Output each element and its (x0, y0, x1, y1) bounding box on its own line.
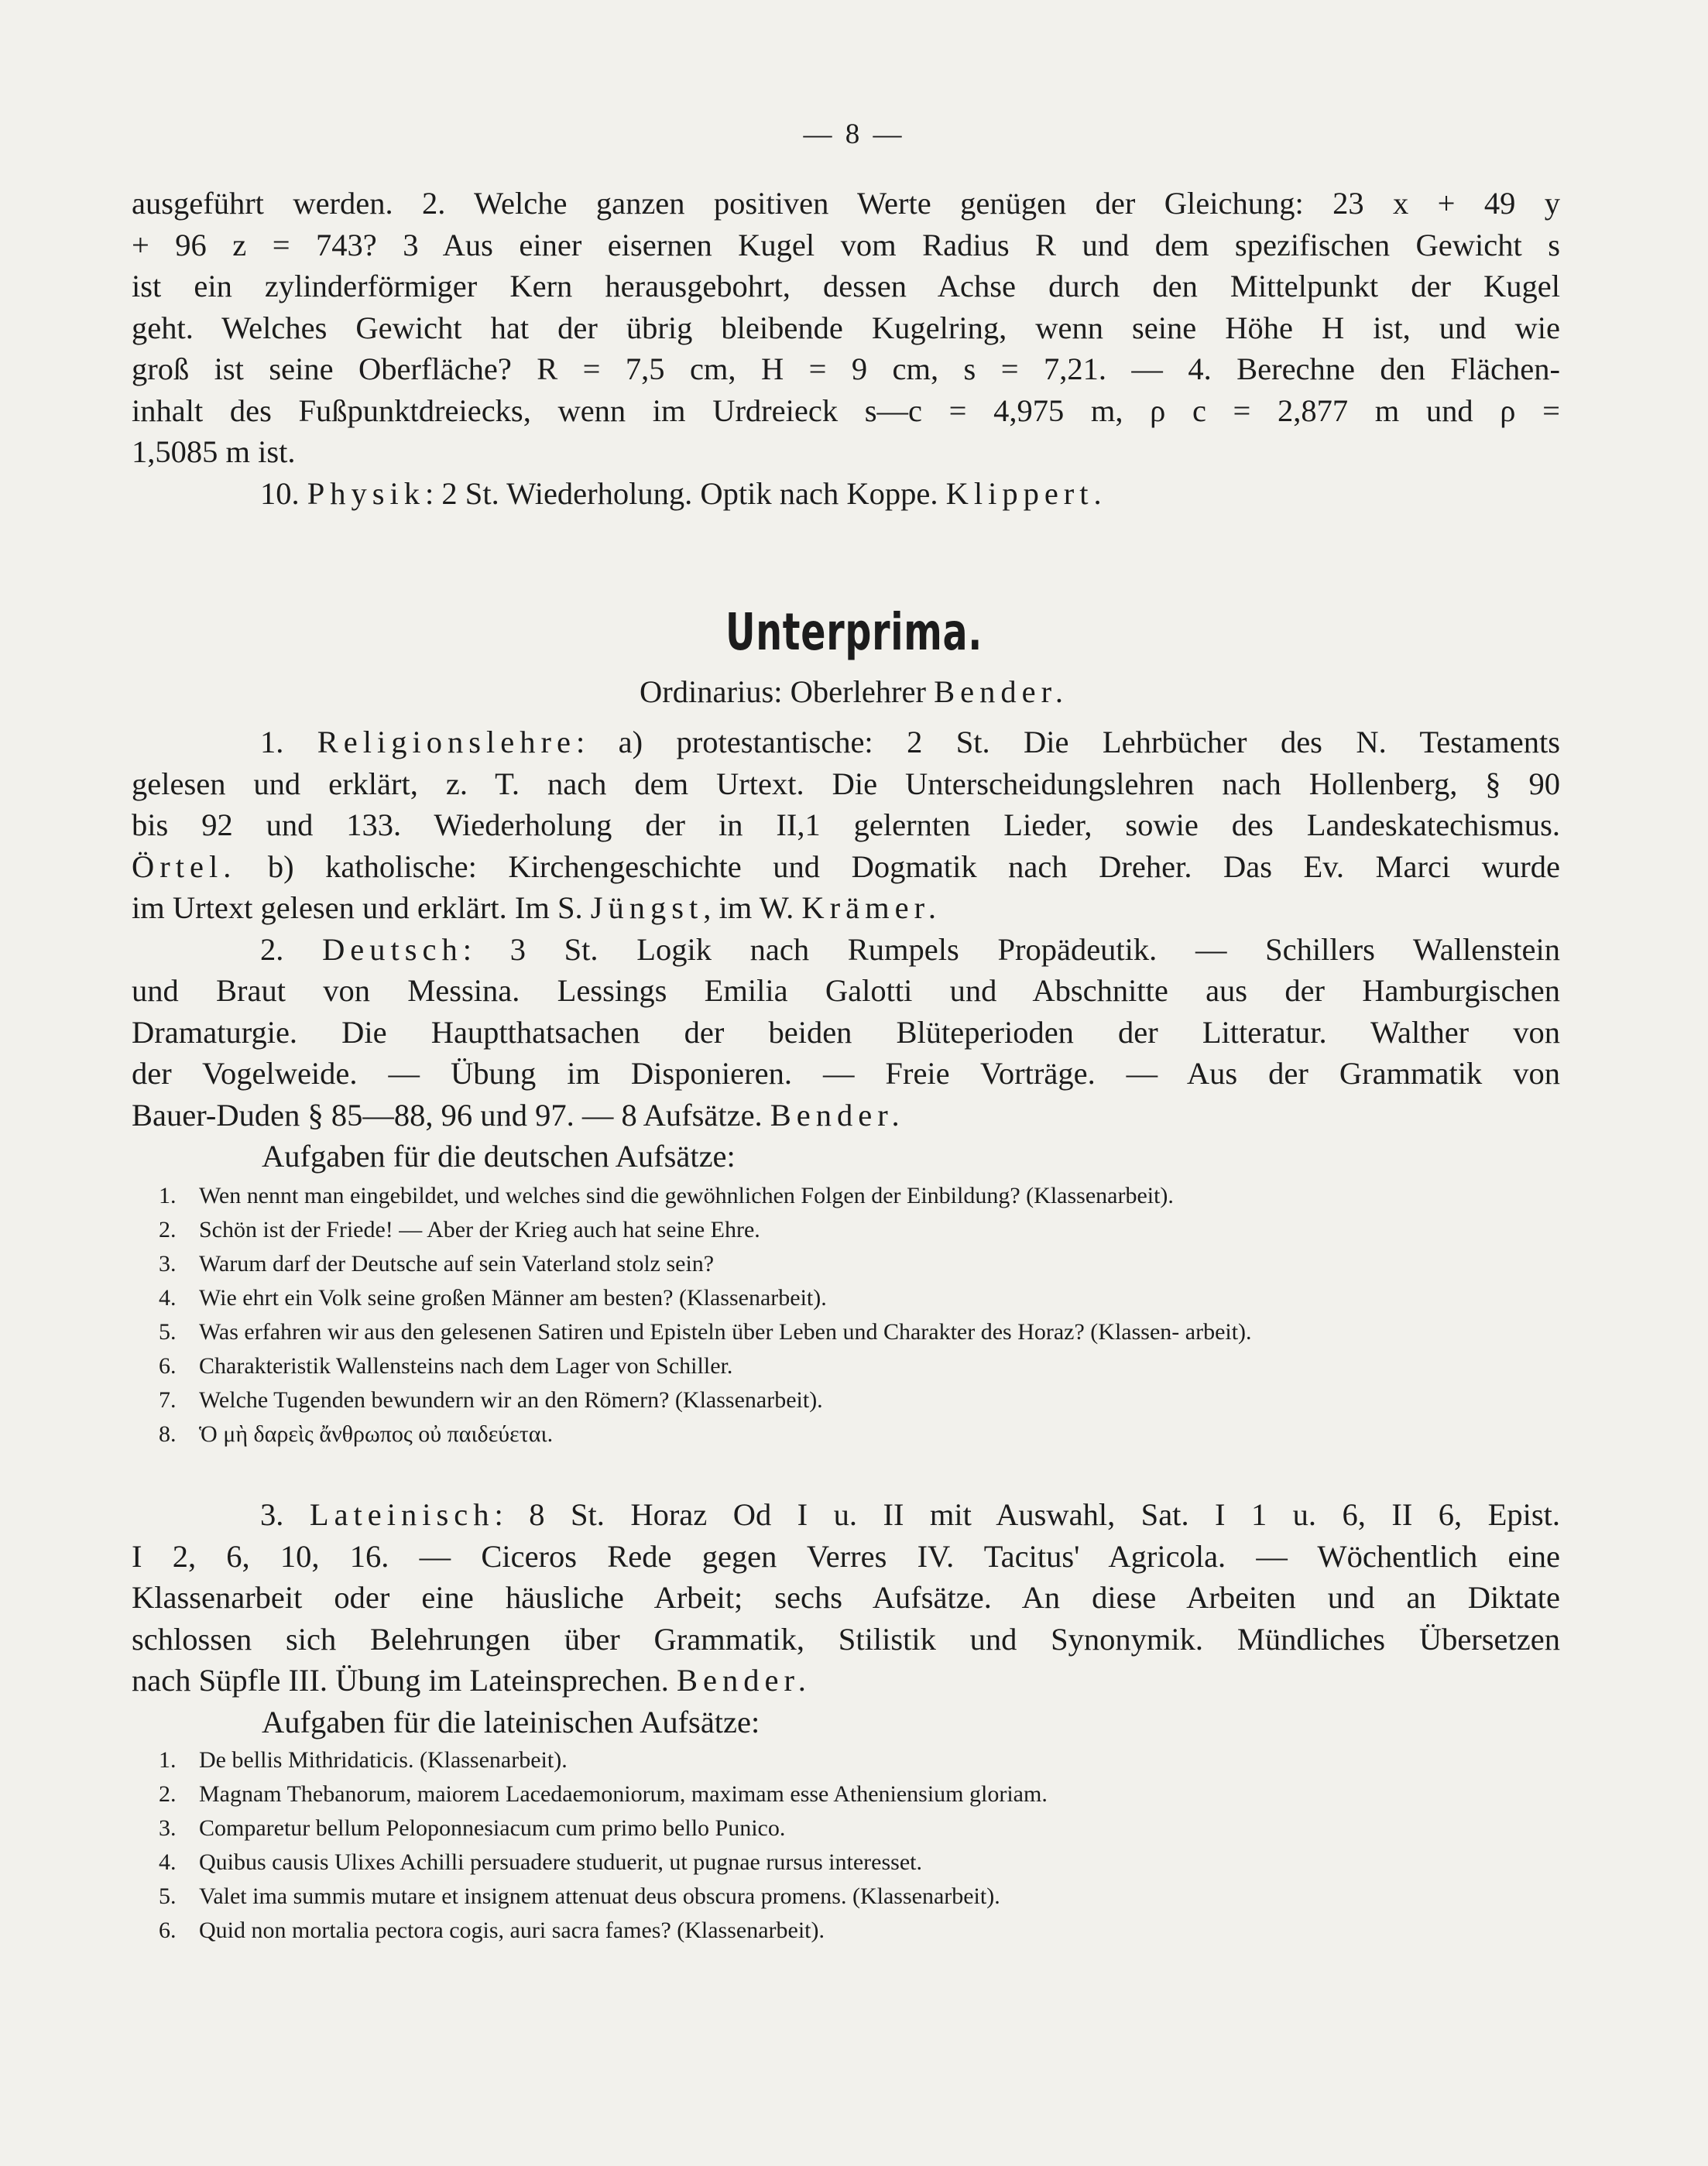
deutsch-number: 2. (260, 931, 284, 967)
text-line: geht. Welches Gewicht hat der übrig bleibende Kugelring, wenn seine Höhe H ist, und wie (132, 310, 1560, 345)
text-segment: Bauer-Duden § 85—88, 96 und 97. — 8 Aufsätze. (132, 1097, 763, 1133)
latein-subject: Lateinisch (309, 1497, 495, 1532)
item-text: Quid non mortalia pectora cogis, auri sacra fames? (Klassenarbeit). (199, 1918, 825, 1943)
item-text: Magnam Thebanorum, maiorem Lacedaemoniorum, maximam esse Atheniensium gloriam. (199, 1781, 1048, 1807)
physik-number: 10. (260, 475, 300, 511)
text-line: ist ein zylinderförmiger Kern herausgebohrt, dessen Achse durch den Mittelpunkt der Kugel (132, 269, 1560, 303)
religion-line4 (132, 846, 1560, 888)
item-number: 6. (159, 1918, 177, 1943)
item-number: 5. (159, 1319, 177, 1345)
text-line: + 96 z = 743? 3 Aus einer eisernen Kugel vom Radius R und dem spezifischen Gewicht s (132, 227, 1560, 262)
item-text: Warum darf der Deutsche auf sein Vaterland stolz sein? (199, 1251, 715, 1277)
item-number: 5. (159, 1883, 177, 1909)
text-line: ausgeführt werden. 2. Welche ganzen positiven Werte genügen der Gleichung: 23 x + 49 y (132, 186, 1560, 221)
list-item (159, 1349, 1552, 1383)
list-item (159, 1281, 1552, 1315)
religion-line5 (132, 887, 1560, 929)
item-number: 3. (159, 1815, 177, 1841)
ordinarius-line (0, 673, 1708, 710)
item-text: Ὁ μὴ δαρεὶς ἄνθρωπος οὐ παιδεύεται. (199, 1421, 554, 1447)
physik-teacher: Klippert. (945, 475, 1107, 511)
physik-rest: : 2 St. Wiederholung. Optik nach Koppe. (425, 475, 938, 511)
text-line: gelesen und erklärt, z. T. nach dem Urtext. Die Unterscheidungslehren nach Hollenberg, § 90 (132, 766, 1560, 801)
religion-number: 1. (260, 725, 284, 759)
list-item (159, 1914, 1552, 1948)
ordinarius-label: Ordinarius: Oberlehrer (640, 674, 926, 709)
teacher-name: Bender. (677, 1663, 811, 1698)
item-text: Quibus causis Ulixes Achilli persuadere studuerit, ut pugnae rursus interesset. (199, 1849, 922, 1875)
deutsch-subject: Deutsch (322, 931, 463, 967)
item-text: Schön ist der Friede! — Aber der Krieg auch hat seine Ehre. (199, 1217, 760, 1242)
latein-last-line (132, 1660, 1560, 1702)
deutsch-topics-label: Aufgaben für die deutschen Aufsätze: (262, 1139, 736, 1174)
list-item (159, 1315, 1552, 1349)
text-line: bis 92 und 133. Wiederholung der in II,1 gelernten Lieder, sowie des Landeskatechismus. (132, 807, 1560, 842)
list-item (159, 1417, 1552, 1451)
item-number: 4. (159, 1285, 177, 1311)
deutsch-topics-list (159, 1179, 1552, 1451)
text-line: der Vogelweide. — Übung im Disponieren. — Freie Vorträge. — Aus der Grammatik von (132, 1056, 1560, 1091)
section-heading: Unterprima. (725, 602, 983, 662)
physik-subject: Physik (307, 475, 426, 511)
text-line: Dramaturgie. Die Hauptthatsachen der beiden Blüteperioden der Litteratur. Walther von (132, 1014, 1560, 1050)
text-line: Klassenarbeit oder eine häusliche Arbeit; sechs Aufsätze. An diese Arbeiten und an Diktate (132, 1580, 1560, 1615)
latein-block (132, 1494, 1560, 1743)
list-item (159, 1383, 1552, 1417)
latein-first-line (132, 1494, 1560, 1536)
item-text: Comparetur bellum Peloponnesiacum cum primo bello Punico. (199, 1815, 786, 1841)
item-number: 1. (159, 1747, 177, 1773)
text-line: 1,5085 m ist. (132, 434, 296, 469)
deutsch-last-line (132, 1095, 1560, 1136)
text-segment: im Urtext gelesen und erklärt. Im S. (132, 890, 583, 925)
list-item (159, 1179, 1552, 1213)
text-line: schlossen sich Belehrungen über Grammatik, Stilistik und Synonymik. Mündliches Übersetzen (132, 1621, 1560, 1657)
item-number: 8. (159, 1421, 177, 1447)
latein-topics-list (159, 1743, 1552, 1948)
teacher-name: Bender. (770, 1097, 905, 1133)
religion-subject: Religionslehre (317, 725, 576, 759)
intro-paragraph (132, 183, 1560, 514)
text-line: inhalt des Fußpunktdreiecks, wenn im Urdreieck s—c = 4,975 m, ρ c = 2,877 m und ρ = (132, 392, 1560, 428)
list-item (159, 1777, 1552, 1811)
deutsch-rest: : 3 St. Logik nach Rumpels Propädeutik. — Schillers Wallenstein (462, 931, 1560, 967)
text-line: und Braut von Messina. Lessings Emilia Galotti und Abschnitte aus der Hamburgischen (132, 973, 1560, 1008)
deutsch-first-line (132, 929, 1560, 971)
item-number: 6. (159, 1353, 177, 1379)
list-item (159, 1743, 1552, 1777)
latein-number: 3. (260, 1497, 284, 1532)
text-segment: nach Süpfle III. Übung im Lateinsprechen. (132, 1663, 669, 1698)
teacher-name: Jüngst (590, 890, 704, 925)
item-number: 4. (159, 1849, 177, 1875)
list-item (159, 1213, 1552, 1247)
text-segment: , im W. (703, 890, 794, 925)
item-number: 3. (159, 1251, 177, 1277)
ordinarius-name: Bender. (934, 674, 1068, 709)
item-number: 2. (159, 1781, 177, 1807)
item-text: Valet ima summis mutare et insignem attenuat deus obscura promens. (Klassenarbeit). (199, 1883, 1000, 1909)
list-item (159, 1880, 1552, 1914)
teacher-name: Örtel. (132, 848, 237, 884)
physik-line (132, 473, 1560, 515)
page-number: — 8 — (803, 118, 905, 150)
item-text: De bellis Mithridaticis. (Klassenarbeit). (199, 1747, 568, 1773)
religion-rest: : a) protestantische: 2 St. Die Lehrbücher des N. Testaments (575, 725, 1560, 759)
item-number: 1. (159, 1183, 177, 1208)
text-line: groß ist seine Oberfläche? R = 7,5 cm, H = 9 cm, s = 7,21. — 4. Berechne den Flächen- (132, 351, 1560, 386)
latein-rest: : 8 St. Horaz Od I u. II mit Auswahl, Sat. I 1 u. 6, II 6, Epist. (494, 1497, 1560, 1532)
item-text: Was erfahren wir aus den gelesenen Satiren und Episteln über Leben und Charakter des Horaz? (Klassen- arbeit). (199, 1319, 1252, 1345)
list-item (159, 1846, 1552, 1880)
latein-topics-label: Aufgaben für die lateinischen Aufsätze: (262, 1704, 760, 1739)
list-item (159, 1247, 1552, 1281)
religion-deutsch-block (132, 721, 1560, 1177)
text-line: I 2, 6, 10, 16. — Ciceros Rede gegen Verres IV. Tacitus' Agricola. — Wöchentlich eine (132, 1538, 1560, 1574)
item-text: Welche Tugenden bewundern wir an den Römern? (Klassenarbeit). (199, 1387, 823, 1413)
teacher-name: Krämer. (801, 890, 941, 925)
item-text: Charakteristik Wallensteins nach dem Lager von Schiller. (199, 1353, 733, 1379)
item-number: 7. (159, 1387, 177, 1413)
text-segment: b) katholische: Kirchengeschichte und Dogmatik nach Dreher. Das Ev. Marci wurde (236, 848, 1560, 884)
item-text: Wen nennt man eingebildet, und welches sind die gewöhnlichen Folgen der Einbildung? (Klassenarbeit). (199, 1183, 1174, 1208)
item-text: Wie ehrt ein Volk seine großen Männer am besten? (Klassenarbeit). (199, 1285, 827, 1311)
list-item (159, 1811, 1552, 1846)
religion-first-line (132, 721, 1560, 763)
item-number: 2. (159, 1217, 177, 1242)
